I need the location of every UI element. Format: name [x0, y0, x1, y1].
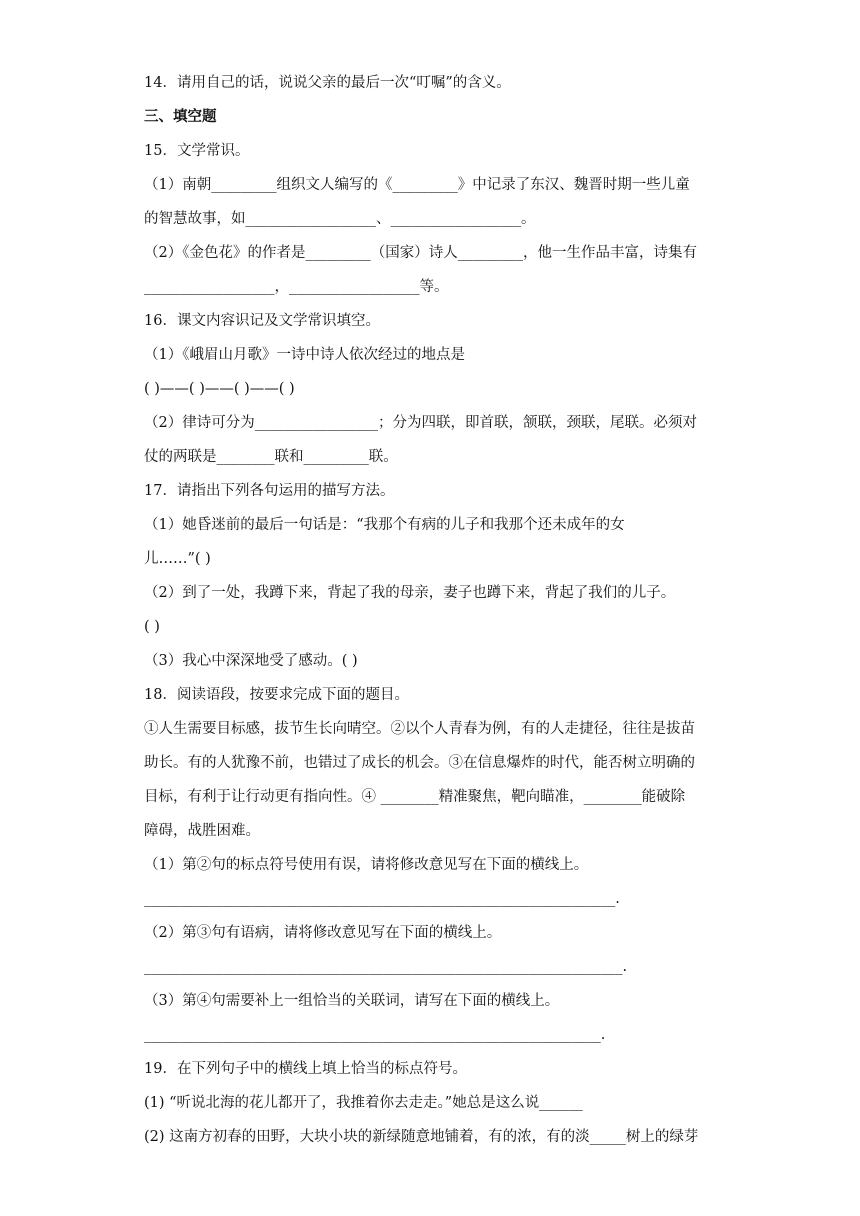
line-q16: 16．课文内容识记及文学常识填空。	[144, 313, 380, 329]
line-q15-1b: 的智慧故事，如__________________、__________________。	[144, 211, 536, 227]
line-q15-2b: __________________，__________________等。	[144, 279, 449, 295]
line-q17-2b: ( )	[144, 619, 160, 635]
line-q19-1: (1) “听说北海的花儿都开了，我推着你去走走。”她总是这么说______	[144, 1095, 583, 1111]
line-q18-p1: ①人生需要目标感，拔节生长向晴空。②以个人青春为例，有的人走捷径，往往是拔苗	[144, 721, 695, 737]
line-q18-p2: 助长。有的人犹豫不前，也错过了成长的机会。③在信息爆炸的时代，能否树立明确的	[144, 755, 695, 771]
line-q18-1-line: _________________________________________________________________.	[144, 891, 620, 907]
line-q18-2: （2）第③句有语病，请将修改意见写在下面的横线上。	[144, 925, 502, 941]
line-q18-1: （1）第②句的标点符号使用有误，请将修改意见写在下面的横线上。	[144, 857, 589, 873]
line-q19: 19．在下列句子中的横线上填上恰当的标点符号。	[144, 1061, 467, 1077]
line-q18: 18．阅读语段，按要求完成下面的题目。	[144, 687, 409, 703]
line-q16-1b: ( )——( )——( )——( )	[144, 381, 295, 397]
line-q16-1a: （1）《峨眉山月歌》一诗中诗人依次经过的地点是	[144, 347, 465, 363]
line-q17-3: （3）我心中深深地受了感动。( )	[144, 653, 358, 669]
line-q18-p3: 目标，有利于让行动更有指向性。④ ________精准聚焦，靶向瞄准，________能破除	[144, 789, 686, 805]
line-q15-1a: （1）南朝_________组织文人编写的《_________》中记录了东汉、魏晋时期一些儿童	[144, 177, 690, 193]
line-q15: 15．文学常识。	[144, 143, 250, 159]
line-q18-3-line: _______________________________________________________________.	[144, 1027, 606, 1043]
line-q19-2: (2) 这南方初春的田野，大块小块的新绿随意地铺着，有的浓，有的淡_____树上的绿芽	[144, 1129, 699, 1145]
line-q16-2a: （2）律诗可分为_________________；分为四联，即首联，颔联，颈联，尾联。必须对	[144, 415, 697, 431]
line-q17: 17．请指出下列各句运用的描写方法。	[144, 483, 395, 499]
line-q17-1b: 儿……”( )	[144, 551, 211, 567]
line-q16-2b: 仗的两联是________联和_________联。	[144, 449, 398, 465]
line-q18-2-line: __________________________________________________________________.	[144, 959, 628, 975]
line-q15-2a: （2）《金色花》的作者是_________（国家）诗人_________，他一生作品丰富，诗集有	[144, 245, 697, 261]
line-q14: 14．请用自己的话，说说父亲的最后一次“叮嘱”的含义。	[144, 75, 511, 91]
line-q17-2a: （2）到了一处，我蹲下来，背起了我的母亲，妻子也蹲下来，背起了我们的儿子。	[144, 585, 676, 601]
line-q18-p4: 障碍，战胜困难。	[144, 823, 260, 839]
line-sec3: 三、填空题	[144, 108, 217, 125]
line-q18-3: （3）第④句需要补上一组恰当的关联词，请写在下面的横线上。	[144, 993, 560, 1009]
line-q17-1a: （1）她昏迷前的最后一句话是：“我那个有病的儿子和我那个还未成年的女	[144, 517, 625, 533]
